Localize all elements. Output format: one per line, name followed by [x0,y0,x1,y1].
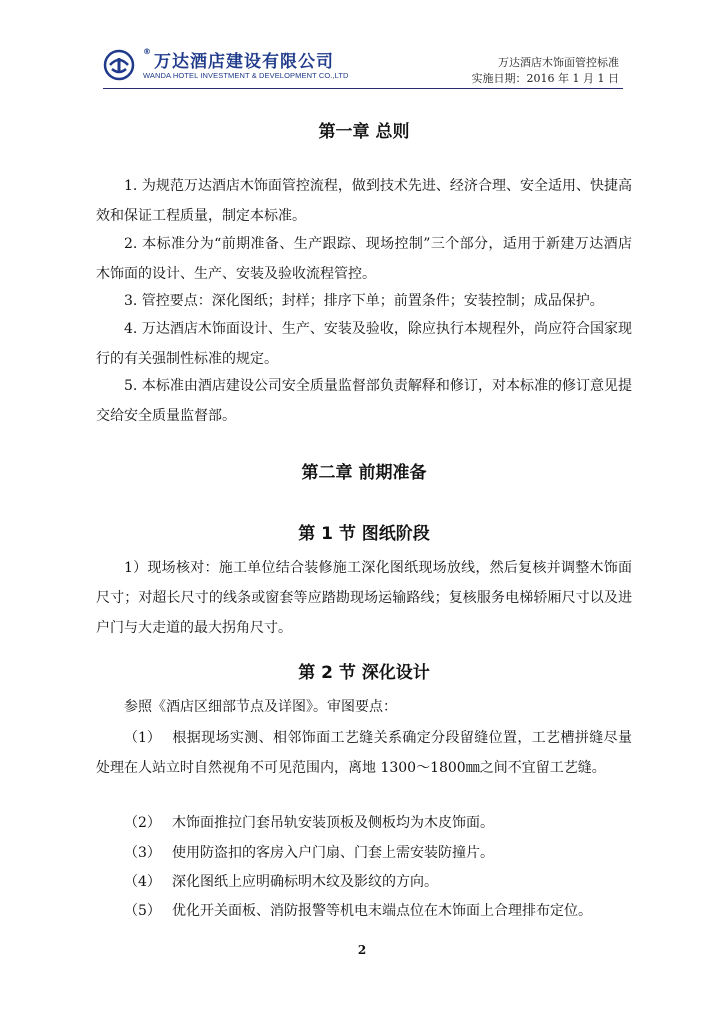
section-1-title: 第 1 节 图纸阶段 [298,524,430,544]
company-name-cn: ®万达酒店建设有限公司 [143,47,334,72]
company-name-en: WANDA HOTEL INVESTMENT & DEVELOPMENT CO.,LTD [143,71,349,80]
section-2-item-4: （4） 深化图纸上应明确标明木纹及影纹的方向。 [124,874,438,890]
chapter-1-item-5: 5. 本标准由酒店建设公司安全质量监督部负责解释和修订，对本标准的修订意见提交给安全质量监督部。 [96,378,632,424]
section-2-item-2: （2） 木饰面推拉门套吊轨安装顶板及侧板均为木皮饰面。 [124,815,494,831]
chapter-1-item-4: 4. 万达酒店木饰面设计、生产、安装及验收，除应执行本规程外，尚应符合国家现行的有关强制性标准的规定。 [96,321,632,367]
section-2-intro: 参照《酒店区细部节点及详图》。审图要点： [124,699,397,715]
chapter-1-title: 第一章 总则 [318,122,410,142]
chapter-1-item-1: 1. 为规范万达酒店木饰面管控流程，做到技术先进、经济合理、安全适用、快捷高效和保证工程质量，制定本标准。 [96,178,632,224]
effective-date: 实施日期：2016 年 1 月 1 日 [471,72,619,85]
section-2-title: 第 2 节 深化设计 [298,663,430,683]
page-number: 2 [357,943,367,957]
page-header [103,44,623,89]
section-2-item-3: （3） 使用防盗扣的客房入户门扇、门套上需安装防撞片。 [124,845,494,861]
document-name: 万达酒店木饰面管控标准 [498,56,619,69]
wanda-logo-icon [103,49,135,81]
chapter-1-item-2: 2. 本标准分为“前期准备、生产跟踪、现场控制”三个部分，适用于新建万达酒店木饰面的设计、生产、安装及验收流程管控。 [96,236,632,282]
section-2-item-1: （1） 根据现场实测、相邻饰面工艺缝关系确定分段留缝位置，工艺槽拼缝尽量处理在人站立时自然视角不可见范围内，离地 1300～1800㎜之间不宜留工艺缝。 [96,730,632,776]
chapter-2-title: 第二章 前期准备 [301,463,427,483]
chapter-1-item-3: 3. 管控要点：深化图纸；封样；排序下单；前置条件；安装控制；成品保护。 [124,293,604,309]
section-1-text: 1）现场核对：施工单位结合装修施工深化图纸现场放线，然后复核并调整木饰面尺寸；对超长尺寸的线条或窗套等应踏勘现场运输路线；复核服务电梯轿厢尺寸以及进户门与大走道的最大拐角尺寸。 [96,560,632,636]
section-2-item-5: （5） 优化开关面板、消防报警等机电末端点位在木饰面上合理排布定位。 [124,903,592,919]
